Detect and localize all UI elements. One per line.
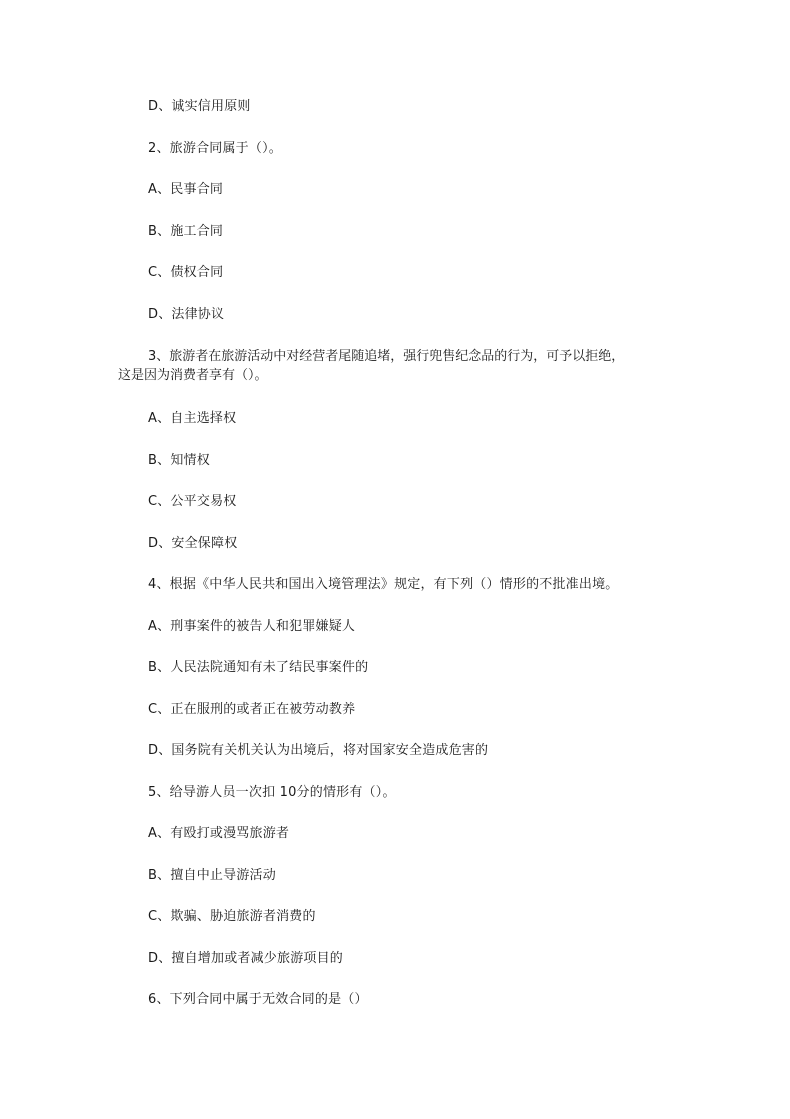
q3-option-b: B、知情权 xyxy=(148,453,210,468)
q5-option-b: B、擅自中止导游活动 xyxy=(148,868,276,883)
q3-option-a: A、自主选择权 xyxy=(148,411,237,426)
q5-option-d: D、擅自增加或者减少旅游项目的 xyxy=(148,951,344,966)
q4-option-b: B、人民法院通知有未了结民事案件的 xyxy=(148,660,369,675)
q4-option-a: A、刑事案件的被告人和犯罪嫌疑人 xyxy=(148,619,356,634)
q5-option-c: C、欺骗、胁迫旅游者消费的 xyxy=(148,909,316,924)
question-6: 6、下列合同中属于无效合同的是（） xyxy=(148,992,368,1007)
q5-option-a: A、有殴打或漫骂旅游者 xyxy=(148,826,290,841)
q3-option-d: D、安全保障权 xyxy=(148,536,238,551)
question-3-line-2: 这是因为消费者享有（）。 xyxy=(118,368,268,383)
q4-option-d: D、国务院有关机关认为出境后，将对国家安全造成危害的 xyxy=(148,743,489,758)
q1-option-d: D、诚实信用原则 xyxy=(148,99,251,114)
question-3 xyxy=(118,347,678,385)
q2-option-b: B、施工合同 xyxy=(148,224,224,239)
q2-option-a: A、民事合同 xyxy=(148,182,224,197)
question-2: 2、旅游合同属于（）。 xyxy=(148,141,282,156)
question-5: 5、给导游人员一次扣 10分的情形有（）。 xyxy=(148,785,396,800)
q2-option-c: C、债权合同 xyxy=(148,265,224,280)
question-4: 4、根据《中华人民共和国出入境管理法》规定，有下列（）情形的不批准出境。 xyxy=(148,577,619,592)
q2-option-d: D、法律协议 xyxy=(148,307,225,322)
q3-option-c: C、公平交易权 xyxy=(148,494,237,509)
question-3-line-1: 3、旅游者在旅游活动中对经营者尾随追堵，强行兜售纪念品的行为，可予以拒绝， xyxy=(148,349,625,364)
q4-option-c: C、正在服刑的或者正在被劳动教养 xyxy=(148,702,356,717)
